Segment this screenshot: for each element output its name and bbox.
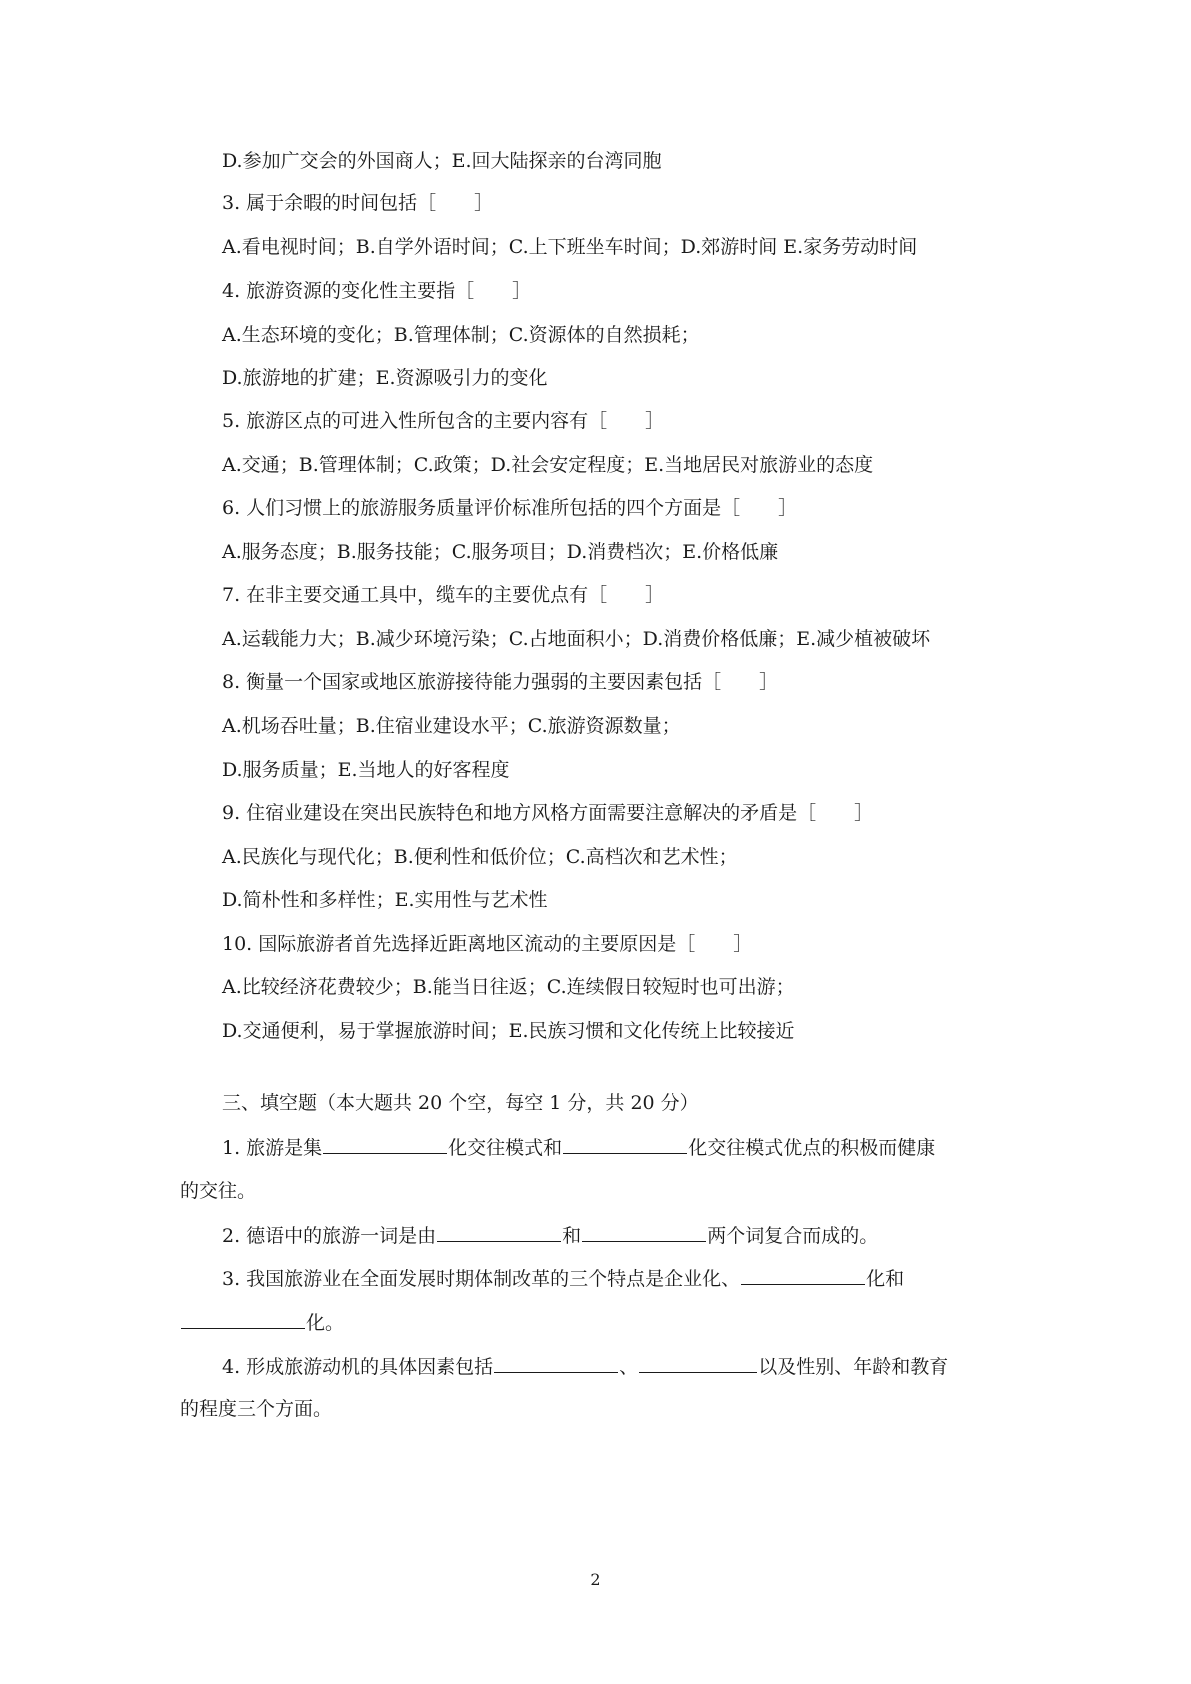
q6-options: A.服务态度；B.服务技能；C.服务项目；D.消费档次；E.价格低廉 bbox=[222, 541, 779, 563]
q2-options-d: D.参加广交会的外国商人；E.回大陆探亲的台湾同胞 bbox=[222, 150, 662, 172]
q8-options-2: D.服务质量；E.当地人的好客程度 bbox=[222, 759, 510, 781]
fill-q1-line2: 的交往。 bbox=[180, 1180, 257, 1202]
fill-q2-text-b: 和 bbox=[562, 1225, 582, 1247]
q9-options-1: A.民族化与现代化；B.便利性和低价位；C.高档次和艺术性； bbox=[222, 846, 738, 868]
fill-q2-text-c: 两个词复合而成的。 bbox=[707, 1225, 879, 1247]
q9-stem: 9. 住宿业建设在突出民族特色和地方风格方面需要注意解决的矛盾是［ ］ bbox=[222, 802, 874, 824]
fill-q4-text-a: 4. 形成旅游动机的具体因素包括 bbox=[222, 1356, 494, 1378]
fill-q3-line2 bbox=[180, 1309, 344, 1336]
q7-options: A.运载能力大；B.减少环境污染；C.占地面积小；D.消费价格低廉；E.减少植被破坏 bbox=[222, 628, 931, 650]
q10-options-1: A.比较经济花费较少；B.能当日往返；C.连续假日较短时也可出游； bbox=[222, 976, 795, 998]
fill-blank bbox=[437, 1222, 561, 1242]
fill-q3-text-a: 3. 我国旅游业在全面发展时期体制改革的三个特点是企业化、 bbox=[222, 1268, 741, 1290]
page-number: 2 bbox=[590, 1570, 601, 1589]
fill-blank bbox=[494, 1353, 618, 1373]
fill-blank bbox=[181, 1309, 305, 1329]
q7-stem: 7. 在非主要交通工具中，缆车的主要优点有［ ］ bbox=[222, 584, 665, 606]
fill-blank bbox=[563, 1134, 687, 1154]
q9-options-2: D.简朴性和多样性；E.实用性与艺术性 bbox=[222, 889, 548, 911]
fill-q1-line1 bbox=[222, 1134, 935, 1161]
fill-q1-text-b: 化交往模式和 bbox=[448, 1137, 563, 1159]
section-heading: 三、填空题（本大题共 20 个空，每空 1 分，共 20 分） bbox=[222, 1092, 699, 1114]
fill-q3-text-b: 化和 bbox=[866, 1268, 905, 1290]
q3-stem: 3. 属于余暇的时间包括［ ］ bbox=[222, 192, 494, 214]
fill-q1-text-c: 化交往模式优点的积极而健康 bbox=[688, 1137, 936, 1159]
fill-blank bbox=[323, 1134, 447, 1154]
fill-q2-text-a: 2. 德语中的旅游一词是由 bbox=[222, 1225, 437, 1247]
fill-q4-line1 bbox=[222, 1353, 948, 1380]
fill-blank bbox=[582, 1222, 706, 1242]
q10-stem: 10. 国际旅游者首先选择近距离地区流动的主要原因是［ ］ bbox=[222, 933, 753, 955]
q3-options: A.看电视时间；B.自学外语时间；C.上下班坐车时间；D.郊游时间 E.家务劳动时间 bbox=[222, 236, 918, 258]
fill-blank bbox=[639, 1353, 757, 1373]
fill-blank bbox=[741, 1265, 865, 1285]
q4-options-1: A.生态环境的变化；B.管理体制；C.资源体的自然损耗； bbox=[222, 324, 700, 346]
fill-q4-text-c: 以及性别、年龄和教育 bbox=[758, 1356, 949, 1378]
q5-stem: 5. 旅游区点的可进入性所包含的主要内容有［ ］ bbox=[222, 410, 665, 432]
q4-stem: 4. 旅游资源的变化性主要指［ ］ bbox=[222, 280, 532, 302]
fill-q3-text-c: 化。 bbox=[306, 1312, 345, 1334]
q8-options-1: A.机场吞吐量；B.住宿业建设水平；C.旅游资源数量； bbox=[222, 715, 681, 737]
fill-q4-line2: 的程度三个方面。 bbox=[180, 1398, 333, 1420]
fill-q1-text-a: 1. 旅游是集 bbox=[222, 1137, 323, 1159]
q4-options-2: D.旅游地的扩建；E.资源吸引力的变化 bbox=[222, 367, 548, 389]
fill-q2 bbox=[222, 1222, 878, 1249]
q5-options: A.交通；B.管理体制；C.政策；D.社会安定程度；E.当地居民对旅游业的态度 bbox=[222, 454, 874, 476]
fill-q4-text-b: 、 bbox=[619, 1356, 639, 1378]
q6-stem: 6. 人们习惯上的旅游服务质量评价标准所包括的四个方面是［ ］ bbox=[222, 497, 798, 519]
fill-q3-line1 bbox=[222, 1265, 904, 1292]
q10-options-2: D.交通便利，易于掌握旅游时间；E.民族习惯和文化传统上比较接近 bbox=[222, 1020, 795, 1042]
q8-stem: 8. 衡量一个国家或地区旅游接待能力强弱的主要因素包括［ ］ bbox=[222, 671, 779, 693]
